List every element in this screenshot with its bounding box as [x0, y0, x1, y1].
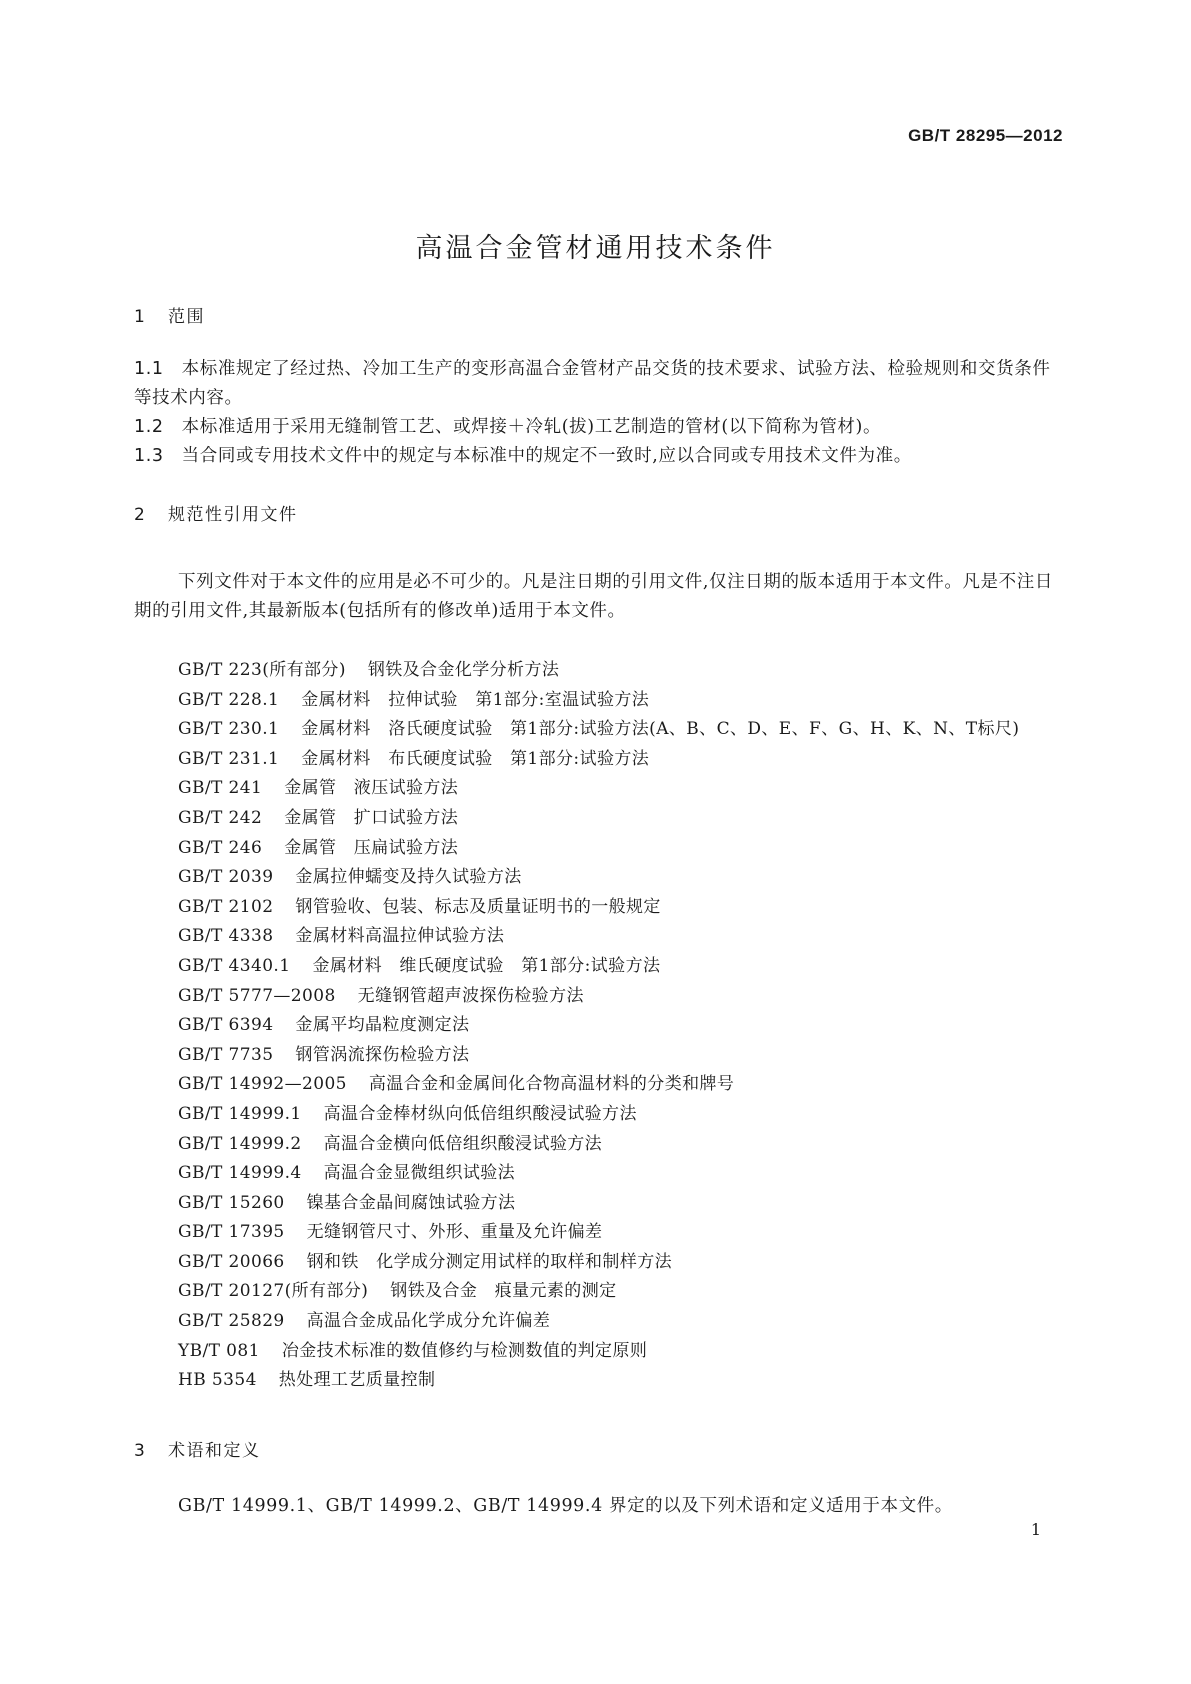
standard-code: GB/T 28295—2012 — [908, 126, 1063, 145]
reference-code: GB/T 20127(所有部分) — [178, 1281, 369, 1302]
reference-code: GB/T 228.1 — [178, 689, 280, 710]
reference-code: GB/T 6394 — [178, 1015, 274, 1036]
reference-title: 金属管 液压试验方法 — [284, 778, 459, 799]
reference-code: YB/T 081 — [178, 1340, 260, 1361]
reference-title: 冶金技术标准的数值修约与检测数值的判定原则 — [281, 1340, 648, 1361]
reference-code: GB/T 14999.4 — [178, 1163, 302, 1184]
reference-title: 无缝钢管超声波探伤检验方法 — [357, 985, 584, 1006]
reference-title: 镍基合金晶间腐蚀试验方法 — [306, 1192, 516, 1213]
reference-item — [178, 1277, 1019, 1307]
reference-code: GB/T 14999.2 — [178, 1133, 302, 1154]
clause-1-3 — [134, 442, 1058, 471]
section-3-intro: GB/T 14999.1、GB/T 14999.2、GB/T 14999.4 界定的以及下列术语和定义适用于本文件。 — [178, 1496, 953, 1516]
reference-title: 钢管验收、包装、标志及质量证明书的一般规定 — [295, 896, 661, 917]
section-2-heading — [134, 500, 298, 525]
reference-item — [178, 1041, 1019, 1071]
reference-code: GB/T 17395 — [178, 1222, 285, 1243]
reference-item — [178, 952, 1019, 982]
clause-1-1-number: 1.1 — [134, 359, 164, 379]
clause-1-3-number: 1.3 — [134, 446, 164, 466]
reference-code: GB/T 223(所有部分) — [178, 660, 346, 680]
section-1-number: 1 — [134, 307, 147, 327]
reference-title: 高温合金棒材纵向低倍组织酸浸试验方法 — [323, 1103, 637, 1124]
page-number: 1 — [1030, 1520, 1041, 1539]
reference-item — [178, 1248, 1019, 1278]
reference-title: 高温合金成品化学成分允许偏差 — [306, 1311, 551, 1332]
reference-title: 金属材料 维氏硬度试验 第1部分:试验方法 — [312, 955, 661, 976]
reference-item — [178, 715, 1019, 745]
reference-title: 钢铁及合金 痕量元素的测定 — [390, 1281, 617, 1302]
reference-item — [178, 893, 1019, 923]
reference-item — [178, 1189, 1019, 1219]
reference-code: GB/T 14999.1 — [178, 1103, 302, 1124]
reference-title: 金属平均晶粒度测定法 — [295, 1015, 470, 1036]
reference-item — [178, 1307, 1019, 1337]
reference-item — [178, 804, 1019, 834]
reference-title: 高温合金显微组织试验法 — [323, 1163, 516, 1184]
clause-1-1-text: 本标准规定了经过热、冷加工生产的变形高温合金管材产品交货的技术要求、试验方法、检验规则和交货条件等技术内容。 — [134, 359, 1051, 408]
reference-item — [178, 834, 1019, 864]
reference-title: 金属材料高温拉伸试验方法 — [295, 926, 505, 947]
reference-title: 钢铁及合金化学分析方法 — [367, 660, 560, 680]
reference-title: 钢管涡流探伤检验方法 — [295, 1044, 470, 1065]
reference-item — [178, 982, 1019, 1012]
section-2-title: 规范性引用文件 — [168, 505, 298, 525]
clause-1-2-number: 1.2 — [134, 417, 164, 437]
reference-title: 金属管 扩口试验方法 — [284, 807, 459, 828]
reference-code: GB/T 5777—2008 — [178, 985, 336, 1006]
reference-title: 热处理工艺质量控制 — [278, 1370, 436, 1391]
reference-item — [178, 863, 1019, 893]
clause-1-2-text: 本标准适用于采用无缝制管工艺、或焊接＋冷轧(拔)工艺制造的管材(以下简称为管材)。 — [181, 417, 882, 437]
reference-title: 高温合金和金属间化合物高温材料的分类和牌号 — [368, 1074, 735, 1095]
reference-item — [178, 1130, 1019, 1160]
section-1-title: 范围 — [168, 307, 205, 327]
reference-item — [178, 1337, 1019, 1367]
clause-1-2 — [134, 413, 1058, 442]
normative-references-list — [178, 656, 1019, 1396]
reference-code: GB/T 231.1 — [178, 748, 280, 769]
reference-title: 金属材料 洛氏硬度试验 第1部分:试验方法(A、B、C、D、E、F、G、H、K、N、T标尺) — [301, 719, 1020, 740]
reference-title: 金属管 压扁试验方法 — [284, 837, 459, 858]
section-3-number: 3 — [134, 1441, 147, 1461]
reference-code: GB/T 2102 — [178, 896, 274, 917]
reference-code: GB/T 7735 — [178, 1044, 274, 1065]
reference-code: GB/T 25829 — [178, 1311, 285, 1332]
reference-item — [178, 922, 1019, 952]
reference-item — [178, 1366, 1019, 1396]
reference-code: GB/T 15260 — [178, 1192, 285, 1213]
reference-item — [178, 774, 1019, 804]
section-3-title: 术语和定义 — [168, 1441, 261, 1461]
document-title: 高温合金管材通用技术条件 — [415, 233, 776, 264]
reference-title: 金属拉伸蠕变及持久试验方法 — [295, 867, 522, 888]
reference-code: HB 5354 — [178, 1370, 257, 1391]
reference-title: 高温合金横向低倍组织酸浸试验方法 — [323, 1133, 603, 1154]
reference-code: GB/T 230.1 — [178, 719, 280, 740]
reference-code: GB/T 4338 — [178, 926, 274, 947]
section-1-heading — [134, 302, 205, 327]
reference-title: 金属材料 拉伸试验 第1部分:室温试验方法 — [301, 689, 650, 710]
reference-title: 无缝钢管尺寸、外形、重量及允许偏差 — [306, 1222, 603, 1243]
reference-code: GB/T 20066 — [178, 1251, 285, 1272]
reference-item — [178, 1011, 1019, 1041]
section-2-intro: 下列文件对于本文件的应用是必不可少的。凡是注日期的引用文件,仅注日期的版本适用于本文件。凡是不注日期的引用文件,其最新版本(包括所有的修改单)适用于本文件。 — [134, 572, 1053, 621]
reference-item — [178, 745, 1019, 775]
reference-code: GB/T 4340.1 — [178, 955, 291, 976]
reference-item — [178, 1159, 1019, 1189]
reference-code: GB/T 242 — [178, 807, 263, 828]
reference-code: GB/T 241 — [178, 778, 263, 799]
reference-item — [178, 1070, 1019, 1100]
reference-item — [178, 1100, 1019, 1130]
reference-title: 钢和铁 化学成分测定用试样的取样和制样方法 — [306, 1251, 673, 1272]
reference-item — [178, 686, 1019, 716]
clause-1-1 — [134, 355, 1058, 413]
reference-item — [178, 656, 1019, 686]
reference-item — [178, 1218, 1019, 1248]
reference-code: GB/T 2039 — [178, 867, 274, 888]
clause-1-3-text: 当合同或专用技术文件中的规定与本标准中的规定不一致时,应以合同或专用技术文件为准。 — [181, 446, 912, 466]
reference-title: 金属材料 布氏硬度试验 第1部分:试验方法 — [301, 748, 650, 769]
section-3-heading — [134, 1436, 261, 1461]
reference-code: GB/T 246 — [178, 837, 263, 858]
section-2-number: 2 — [134, 505, 147, 525]
reference-code: GB/T 14992—2005 — [178, 1074, 347, 1095]
